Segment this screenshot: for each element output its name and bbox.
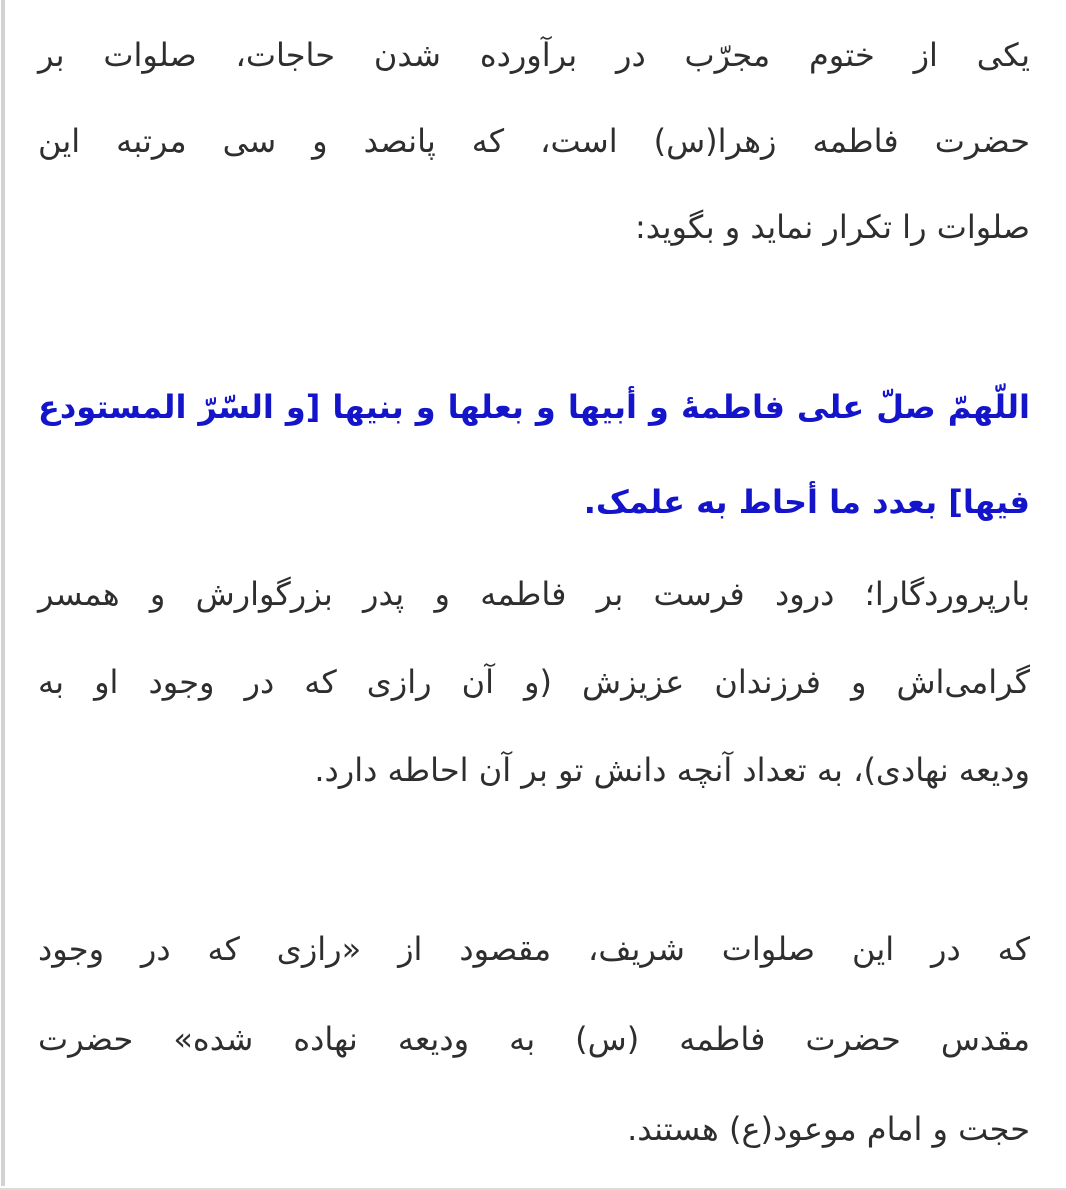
text-line: گرامی‌اش و فرزندان عزیزش (و آن رازی که در وجود او به: [38, 663, 1030, 701]
text-line: یکی از ختوم مجرّب در برآورده شدن حاجات، صلوات بر: [38, 36, 1030, 74]
text-line: فیها] بعدد ما أحاط به علمک.: [583, 483, 1030, 521]
text-line: اللّهمّ صلّ علی فاطمهٔ و أبیها و بعلها و بنیها [و السّرّ المستودع: [38, 388, 1030, 426]
text-line: صلوات را تکرار نماید و بگوید:: [635, 208, 1030, 246]
text-line: حجت و امام موعود(ع) هستند.: [627, 1110, 1030, 1148]
text-line: که در این صلوات شریف، مقصود از «رازی که در وجود: [38, 930, 1030, 968]
scrollbar-track[interactable]: [1, 0, 5, 1186]
intro-paragraph: [38, 12, 1030, 270]
text-line: بارپروردگارا؛ درود فرست بر فاطمه و پدر بزرگوارش و همسر: [38, 575, 1030, 613]
text-line: حضرت فاطمه زهرا(س) است، که پانصد و سی مرتبه این: [38, 122, 1030, 160]
text-line: ودیعه نهادی)، به تعداد آنچه دانش تو بر آن احاطه دارد.: [314, 751, 1030, 789]
arabic-salawat-paragraph: [38, 360, 1030, 550]
persian-translation-paragraph: [38, 550, 1030, 814]
explanation-paragraph: [38, 904, 1030, 1174]
text-line: مقدس حضرت فاطمه (س) به ودیعه نهاده شده» حضرت: [38, 1020, 1030, 1058]
